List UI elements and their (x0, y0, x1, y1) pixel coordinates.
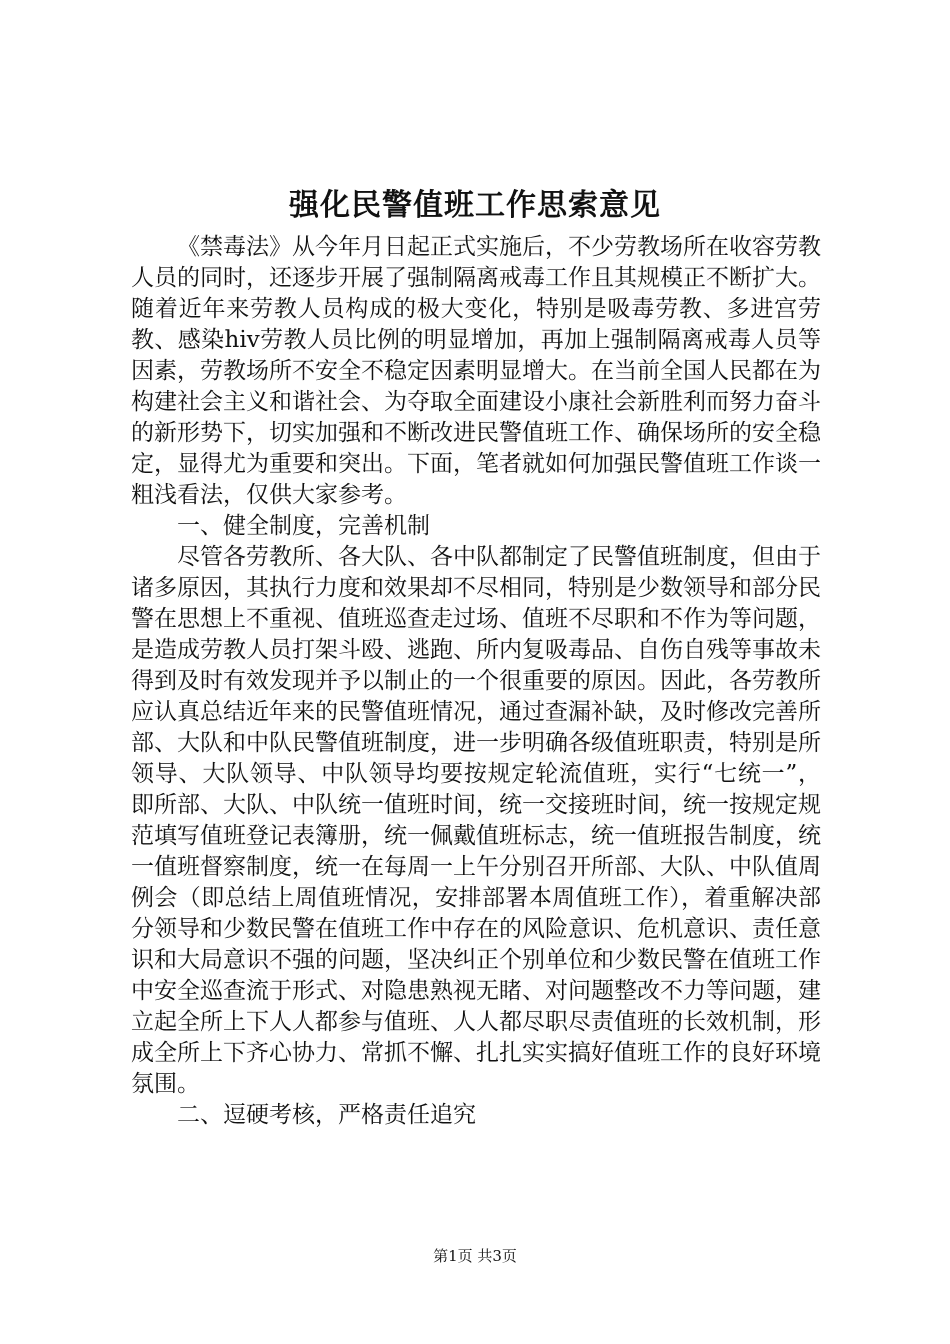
intro-paragraph: 《禁毒法》从今年月日起正式实施后，不少劳教场所在收容劳教人员的同时，还逐步开展了强制隔离戒毒工作且其规模正不断扩大。随着近年来劳教人员构成的极大变化，特别是吸毒劳教、多进宫劳教、感染hiv劳教人员比例的明显增加，再加上强制隔离戒毒人员等因素，劳教场所不安全不稳定因素明显增大。在当前全国人民都在为构建社会主义和谐社会、为夺取全面建设小康社会新胜利而努力奋斗的新形势下，切实加强和不断改进民警值班工作、确保场所的安全稳定，显得尤为重要和突出。下面，笔者就如何加强民警值班工作谈一粗浅看法，仅供大家参考。 (131, 234, 821, 508)
section-heading-1: 一、健全制度，完善机制 (177, 513, 430, 539)
section-heading-2: 二、逗硬考核，严格责任追究 (177, 1102, 476, 1128)
page-number-footer: 第1页 共3页 (433, 1247, 517, 1265)
document-title: 强化民警值班工作思索意见 (289, 188, 661, 223)
section-1-paragraph: 尽管各劳教所、各大队、各中队都制定了民警值班制度，但由于诸多原因，其执行力度和效果却不尽相同，特别是少数领导和部分民警在思想上不重视、值班巡查走过场、值班不尽职和不作为等问题，是造成劳教人员打架斗殴、逃跑、所内复吸毒品、自伤自残等事故未得到及时有效发现并予以制止的一个很重要的原因。因此，各劳教所应认真总结近年来的民警值班情况，通过查漏补缺，及时修改完善所部、大队和中队民警值班制度，进一步明确各级值班职责，特别是所领导、大队领导、中队领导均要按规定轮流值班，实行“七统一”，即所部、大队、中队统一值班时间，统一交接班时间，统一按规定规范填写值班登记表簿册，统一佩戴值班标志，统一值班报告制度，统一值班督察制度，统一在每周一上午分别召开所部、大队、中队值周例会（即总结上周值班情况，安排部署本周值班工作），着重解决部分领导和少数民警在值班工作中存在的风险意识、危机意识、责任意识和大局意识不强的问题，坚决纠正个别单位和少数民警在值班工作中安全巡查流于形式、对隐患熟视无睹、对问题整改不力等问题，建立起全所上下人人都参与值班、人人都尽职尽责值班的长效机制，形成全所上下齐心协力、常抓不懈、扎扎实实搞好值班工作的良好环境氛围。 (131, 544, 821, 1097)
document-body (131, 232, 821, 1131)
